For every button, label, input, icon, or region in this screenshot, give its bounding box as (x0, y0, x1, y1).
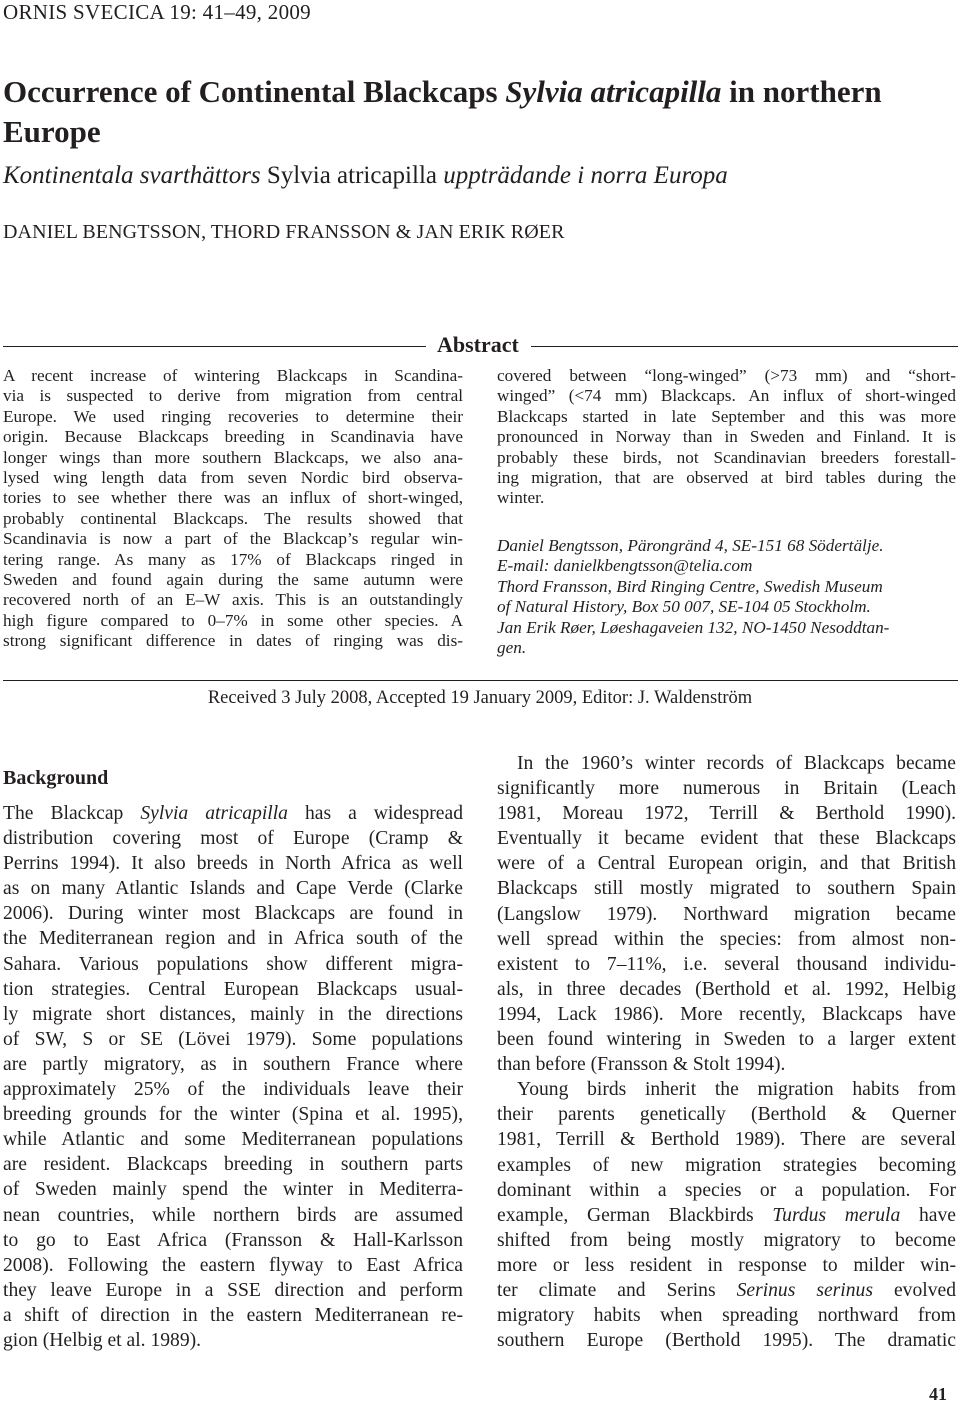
body-text: The Blackcap (3, 803, 141, 824)
abstract-line: covered between “long-winged” (>73 mm) and “short- (497, 366, 956, 385)
authors: DANIEL BENGTSSON, THORD FRANSSON & JAN ERIK RØER (3, 221, 565, 243)
body-line: been found wintering in Sweden to a larger extent (497, 1029, 956, 1051)
abstract-line: Scandinavia is now a part of the Blackcap’s regular win- (3, 529, 463, 549)
subtitle-part-2: uppträdande i norra Europa (437, 162, 728, 189)
body-text: have (900, 1204, 956, 1226)
body-line: they leave Europe in a SSE direction and perform (3, 1279, 463, 1301)
body-line: breeding grounds for the winter (Spina et al. 1995), (3, 1104, 463, 1126)
subtitle-species: Sylvia atricapilla (266, 162, 437, 189)
abstract-bottom-rule (3, 680, 958, 681)
body-line: approximately 25% of the individuals leave their (3, 1079, 463, 1101)
body-line: are resident. Blackcaps breeding in southern parts (3, 1154, 463, 1176)
abstract-line: lysed wing length data from seven Nordic bird observa- (3, 468, 463, 488)
body-line: a shift of direction in the eastern Mediterranean re- (3, 1304, 463, 1326)
body-line: 2008). Following the eastern flyway to East Africa (3, 1254, 463, 1276)
abstract-line: probably continental Blackcaps. The results showed that (3, 508, 463, 528)
body-line: shifted from being mostly migratory to become (497, 1229, 956, 1251)
body-line: 1981, Terrill & Berthold 1989). There are several (497, 1129, 956, 1151)
address-line: Jan Erik Røer, Løeshagaveien 132, NO-1450 Nesoddtan- (497, 617, 890, 637)
abstract-line: Sweden and found again during the same autumn were (3, 570, 463, 590)
abstract-line: tering range. As many as 17% of Blackcaps ringed in (3, 549, 463, 569)
abstract-heading-bar (0, 332, 960, 360)
body-line: of SW, S or SE (Lövei 1979). Some populations (3, 1028, 463, 1050)
body-line: Blackcaps still mostly migrated to southern Spain (497, 878, 956, 900)
title-line-1 (3, 72, 958, 112)
address-line: Thord Fransson, Bird Ringing Centre, Swedish Museum (497, 576, 883, 596)
abstract-line: via is suspected to derive from migration from central (3, 386, 463, 406)
abstract-left-column (3, 366, 463, 652)
abstract-rule-left (3, 346, 426, 347)
body-line (497, 1278, 956, 1303)
subtitle-part-1: Kontinentala svarthättors (3, 162, 267, 189)
author-addresses (497, 536, 956, 658)
title-text-b: in northern (721, 74, 882, 109)
abstract-line: probably these birds, not Scandinavian breeders forestall- (497, 447, 956, 467)
section-heading-background: Background (3, 767, 109, 789)
body-text: has a widespread (287, 803, 463, 824)
body-line: dominant within a species or a population. For (497, 1179, 956, 1201)
body-line: ly migrate short distances, mainly in the directions (3, 1003, 463, 1025)
article-title (3, 72, 958, 152)
body-text: evolved (872, 1279, 956, 1301)
body-line (497, 1203, 956, 1228)
body-line: the Mediterranean region and in Africa south of the (3, 928, 463, 950)
body-line: 1981, Moreau 1972, Terrill & Berthold 1990). (497, 803, 956, 825)
body-line: Perrins 1994). It also breeds in North Africa as well (3, 853, 463, 875)
body-line: Young birds inherit the migration habits from (517, 1079, 956, 1101)
body-line: distribution covering most of Europe (Cramp & (3, 828, 463, 850)
abstract-line: high figure compared to 0–7% in some other species. A (3, 610, 463, 630)
address-line: of Natural History, Box 50 007, SE-104 05 Stockholm. (497, 597, 871, 617)
body-line: as on many Atlantic Islands and Cape Verde (Clarke (3, 878, 463, 900)
email-link[interactable]: E-mail: danielkbengtsson@telia.com (497, 556, 753, 576)
body-line: (Langslow 1979). Northward migration became (497, 903, 956, 925)
body-left-column (3, 801, 463, 1353)
abstract-line: pronounced in Norway than in Sweden and Finland. It is (497, 427, 956, 447)
body-line: are partly migratory, as in southern France where (3, 1053, 463, 1075)
abstract-line: winter. (497, 488, 545, 508)
abstract-line: origin. Because Blackcaps breeding in Scandinavia have (3, 427, 463, 447)
abstract-line: Blackcaps started in late September and this was more (497, 406, 956, 426)
article-subtitle (3, 162, 728, 190)
species-name: Sylvia atricapilla (140, 803, 288, 824)
body-line: to go to East Africa (Fransson & Hall-Karlsson (3, 1229, 463, 1251)
body-line: Eventually it became evident that these Blackcaps (497, 828, 956, 850)
title-species: Sylvia atricapilla (505, 74, 722, 109)
page-number: 41 (929, 1384, 947, 1404)
body-line: examples of new migration strategies becoming (497, 1154, 956, 1176)
body-text: example, German Blackbirds (497, 1204, 773, 1226)
body-line: tion strategies. Central European Blackcaps usual- (3, 978, 463, 1000)
body-line: while Atlantic and some Mediterranean populations (3, 1129, 463, 1151)
body-line: significantly more numerous in Britain (Leach (497, 778, 956, 800)
body-line: nean countries, while northern birds are assumed (3, 1204, 463, 1226)
body-line (3, 801, 463, 826)
abstract-heading: Abstract (437, 332, 519, 357)
body-line: 2006). During winter most Blackcaps are found in (3, 903, 463, 925)
body-line: gion (Helbig et al. 1989). (3, 1329, 202, 1351)
abstract-line: winged” (<74 mm) Blackcaps. An influx of short-winged (497, 386, 956, 406)
body-text: ter climate and Serins (497, 1279, 737, 1301)
body-line: their parents genetically (Berthold & Querner (497, 1104, 956, 1126)
body-line: als, in three decades (Berthold et al. 1992, Helbig (497, 978, 956, 1000)
body-line: than before (Fransson & Stolt 1994). (497, 1054, 786, 1076)
body-line: were of a Central European origin, and that British (497, 853, 956, 875)
body-line: more or less resident in response to milder win- (497, 1254, 956, 1276)
abstract-line: ing migration, that are observed at bird tables during the (497, 468, 956, 488)
species-name: Serinus serinus (736, 1279, 873, 1301)
species-name: Turdus merula (772, 1204, 901, 1226)
body-line: existent to 7–11%, i.e. several thousand individu- (497, 953, 956, 975)
body-line: 1994, Lack 1986). More recently, Blackcaps have (497, 1003, 956, 1025)
abstract-line: strong significant difference in dates of ringing was dis- (3, 631, 463, 651)
abstract-line: recovered north of an E–W axis. This is an outstandingly (3, 590, 463, 610)
title-line-2: Europe (3, 114, 101, 149)
body-line: well spread within the species: from almost non- (497, 928, 956, 950)
abstract-rule-right (531, 346, 958, 347)
body-line: In the 1960’s winter records of Blackcaps became (517, 753, 956, 774)
abstract-line: A recent increase of wintering Blackcaps in Scandina- (3, 366, 463, 385)
title-text-a: Occurrence of Continental Blackcaps (3, 74, 506, 109)
address-line: Daniel Bengtsson, Pärongränd 4, SE-151 68 Södertälje. (497, 536, 884, 555)
body-line: southern Europe (Berthold 1995). The dramatic (497, 1330, 956, 1352)
body-line: migratory habits when spreading northward from (497, 1305, 956, 1327)
abstract-line: tories to see whether there was an influx of short-winged, (3, 488, 463, 508)
abstract-line: Europe. We used ringing recoveries to determine their (3, 406, 463, 426)
journal-header: ORNIS SVECICA 19: 41–49, 2009 (3, 0, 311, 24)
body-line: Sahara. Various populations show different migra- (3, 953, 463, 975)
abstract-line: longer wings than more southern Blackcaps, we also ana- (3, 447, 463, 467)
address-line: gen. (497, 638, 527, 658)
abstract-right-column (497, 366, 956, 509)
body-line: of Sweden mainly spend the winter in Mediterra- (3, 1179, 463, 1201)
body-right-column (497, 751, 956, 1353)
received-dates: Received 3 July 2008, Accepted 19 January 2009, Editor: J. Waldenström (207, 688, 753, 708)
